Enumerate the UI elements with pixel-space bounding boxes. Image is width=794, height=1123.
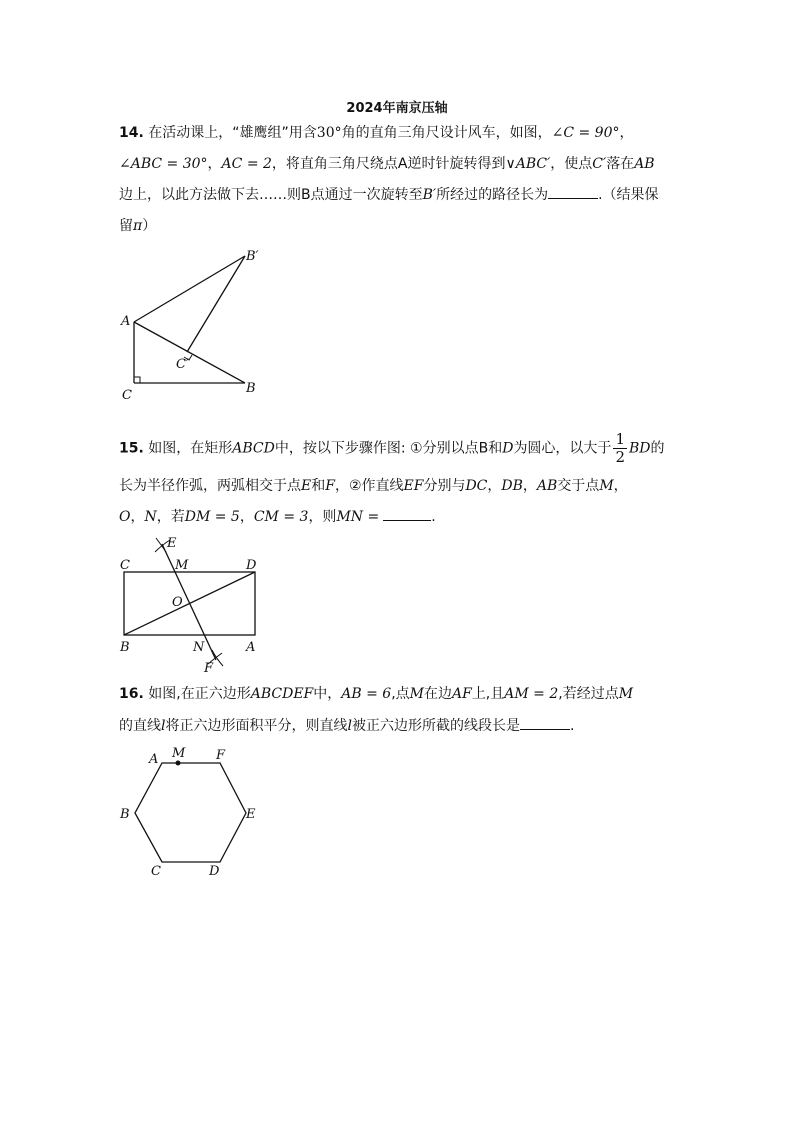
q14-text: 所经过的路径长为 [436,187,549,203]
q16-number: 16. [119,686,144,702]
q15-label-N: N [193,640,205,655]
q15-text: 长为半径作弧，两弧相交于点 [119,478,301,494]
q15-text: ， [487,478,502,494]
q16-text: 如图,在正六边形 [148,686,251,702]
q14-label-C: C [122,388,132,403]
q16-math: M [409,686,424,702]
q15-text: 和 [311,478,326,494]
q15-text: 交于点 [557,478,600,494]
q15-math: MN = [336,509,380,525]
q15-math: O [119,509,131,525]
q16-label-E: E [246,807,256,822]
q16-point-M [176,761,181,766]
q14-text: 在活动课上，“雄鹰组”用含 [148,125,317,141]
q16-text: 在边 [423,686,452,702]
q15-text: ，则 [308,509,337,525]
q15-label-F: F [204,661,214,676]
q15-text: ， [239,509,254,525]
q15-label-D: D [246,558,257,573]
q15-math: DM = 5 [184,509,240,525]
q15-math: DC [465,478,488,494]
q15-text: ，②作直线 [334,478,404,494]
q15-math: CM = 3 [253,509,309,525]
q15-text: ， [613,478,628,494]
q16-math: AM = 2 [504,686,559,702]
q14-label-Cp: C′ [176,357,189,372]
q14-math: B′ [422,187,437,203]
q16-math: M [618,686,634,702]
q15-math: DB [501,478,523,494]
q14-math: AC = 2 [221,156,272,172]
q14-math: ∠ABC = 30° [119,156,208,172]
q15-label-O: O [172,595,183,610]
q16-text: ,点 [391,686,410,702]
q14-text: ， [207,156,222,172]
q15-math: EF [403,478,424,494]
q15-text: 的 [650,440,665,457]
q14-math: ∨ABC′ [505,156,551,172]
q14-math: C′ [592,156,607,172]
q14-math: AB [634,156,655,172]
q14-label-A: A [121,314,131,329]
q16-text: . [569,718,575,734]
q15-text: ， [522,478,537,494]
q14-number: 14. [119,125,144,141]
q14-text: ，使点 [550,156,593,172]
q16-math: AF [451,686,472,702]
q16-hexagon-ABCDEF [135,763,246,862]
q15-text: ， [130,509,145,525]
q16-math: l [347,718,352,734]
q15-text: ，若 [156,509,185,525]
q16-text: 被正六边形所截的线段长是 [351,718,520,734]
page-title: 2024年南京压轴 [346,101,448,116]
q15-math: E [301,478,312,494]
q14-text: 角的直角三角尺设计风车，如图， [341,125,552,141]
q14-label-Bp: B′ [246,249,259,264]
q15-fraction-denominator: 2 [615,448,625,466]
q14-text: 边上，以此方法做下去……则B点通过一次旋转至 [119,187,423,203]
q14-math: 30° [316,125,342,141]
q15-math: ABCD [232,440,275,457]
q15-label-E: E [167,536,177,551]
q15-math: D [502,440,514,457]
q15-label-A: A [246,640,256,655]
q16-label-M: M [172,746,186,761]
q16-text: 上,且 [471,686,505,702]
q15-text: 分别与 [423,478,466,494]
q15-label-C: C [120,558,130,573]
q16-text: 中， [313,686,342,702]
q14-text: 落在 [606,156,635,172]
q16-label-B: B [120,807,130,822]
q14-math: π [133,218,143,234]
q14-math: ∠C = 90° [551,125,620,141]
q15-label-M: M [175,558,189,573]
q16-math: AB = 6 [341,686,392,702]
q14-text: ） [142,218,157,234]
q16-text: 将正六边形面积平分，则直线 [165,718,348,734]
q15-text: 如图，在矩形 [148,440,233,457]
q16-label-C: C [151,864,161,879]
q15-math: M [599,478,614,494]
q15-math: N [144,509,157,525]
q15-text: . [431,509,436,525]
q15-text: 为圆心，以大于 [513,440,612,457]
q16-text: ,若经过点 [558,686,619,702]
q15-text: 中，按以下步骤作图: ①分别以点B和 [274,440,503,457]
q14-text: ，将直角三角尺绕点A逆时针旋转得到 [271,156,506,172]
q16-label-D: D [209,864,220,879]
q15-label-B: B [120,640,130,655]
q15-math: F [325,478,335,494]
q14-label-B: B [246,381,256,396]
q14-text: ， [619,125,634,141]
q16-label-F: F [216,748,226,763]
q16-label-A: A [149,752,159,767]
q15-number: 15. [119,440,144,457]
q15-math: AB [536,478,558,494]
q14-text: 留 [119,218,133,234]
q16-math: ABCDEF [250,686,314,702]
q15-fraction-numerator: 1 [615,430,625,448]
q16-text: 的直线 [119,718,161,734]
q14-text: .（结果保 [598,187,659,203]
q16-math: l [161,718,166,734]
q15-math: BD [628,440,651,457]
